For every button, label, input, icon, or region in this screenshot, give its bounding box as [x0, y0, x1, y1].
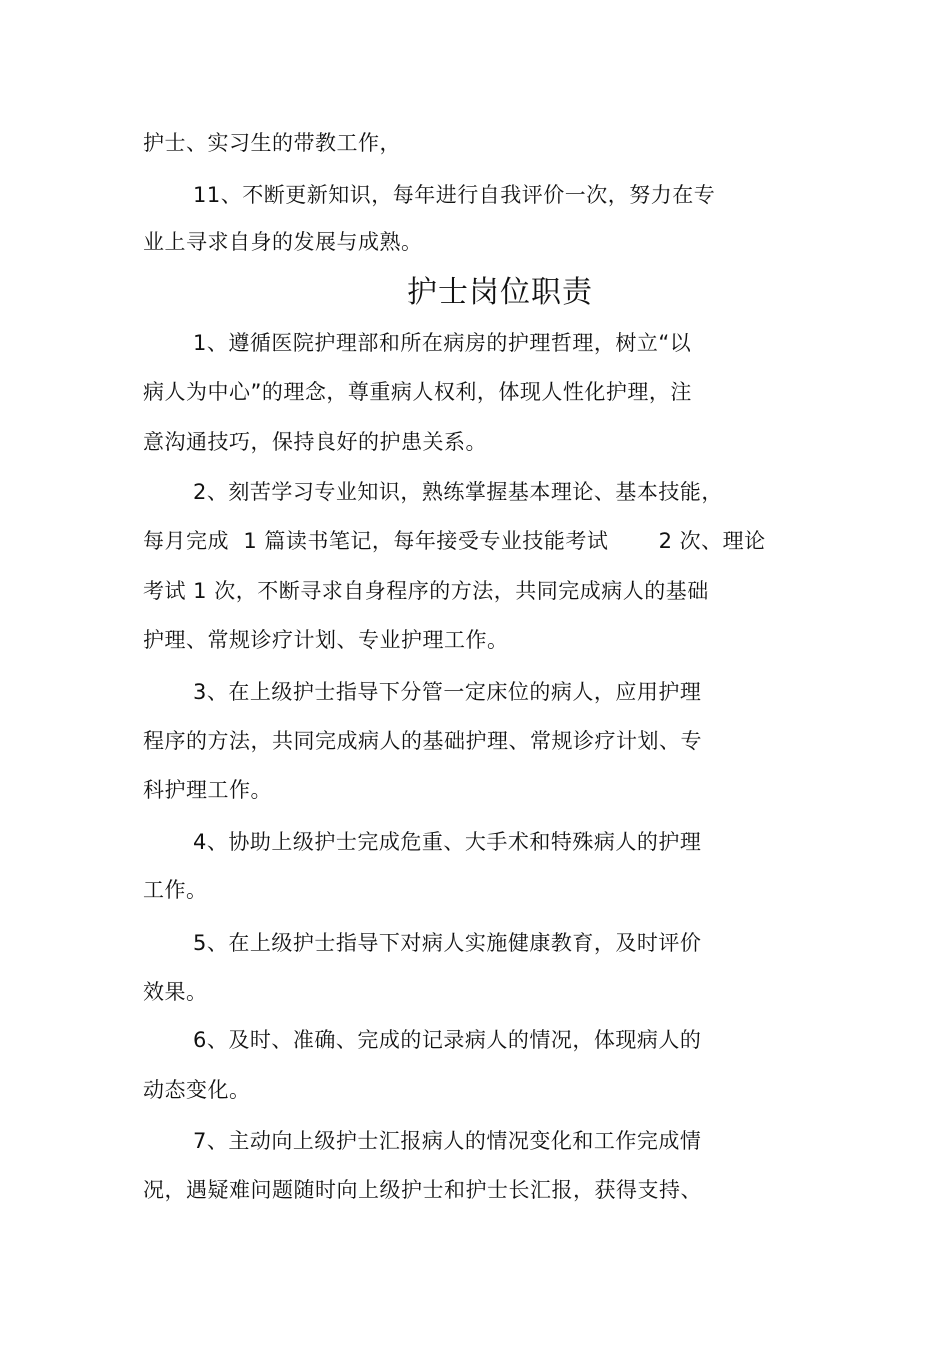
text-line: 护理、常规诊疗计划、专业护理工作。: [143, 628, 509, 652]
text-line: 病人为中心”的理念，尊重病人权利，体现人性化护理，注: [143, 380, 692, 404]
text-line: 7、主动向上级护士汇报病人的情况变化和工作完成情: [193, 1129, 702, 1153]
text-line: 6、及时、准确、完成的记录病人的情况，体现病人的: [193, 1028, 702, 1052]
text-line: 意沟通技巧，保持良好的护患关系。: [143, 430, 487, 454]
text-line: 科护理工作。: [143, 778, 272, 802]
text-line: 护士、实习生的带教工作，: [143, 131, 401, 155]
text-line: 5、在上级护士指导下对病人实施健康教育，及时评价: [193, 931, 702, 955]
text-line: 2、刻苦学习专业知识，熟练掌握基本理论、基本技能，: [193, 480, 723, 504]
text-line: 工作。: [143, 878, 208, 902]
text-line: 11、不断更新知识，每年进行自我评价一次，努力在专: [193, 183, 716, 207]
text-line: 1、遵循医院护理部和所在病房的护理哲理，树立“以: [193, 331, 692, 355]
text-line: 效果。: [143, 980, 208, 1004]
text-line: 考试 1 次，不断寻求自身程序的方法，共同完成病人的基础: [143, 579, 709, 603]
text-line: 每月完成 1 篇读书笔记，每年接受专业技能考试 2 次、理论: [143, 529, 766, 553]
section-title: 护士岗位职责: [407, 275, 593, 310]
text-line: 程序的方法，共同完成病人的基础护理、常规诊疗计划、专: [143, 729, 702, 753]
text-line: 业上寻求自身的发展与成熟。: [143, 230, 423, 254]
text-line: 3、在上级护士指导下分管一定床位的病人，应用护理: [193, 680, 702, 704]
text-line: 况，遇疑难问题随时向上级护士和护士长汇报，获得支持、: [143, 1178, 702, 1202]
text-line: 动态变化。: [143, 1078, 251, 1102]
text-line: 4、协助上级护士完成危重、大手术和特殊病人的护理: [193, 830, 702, 854]
